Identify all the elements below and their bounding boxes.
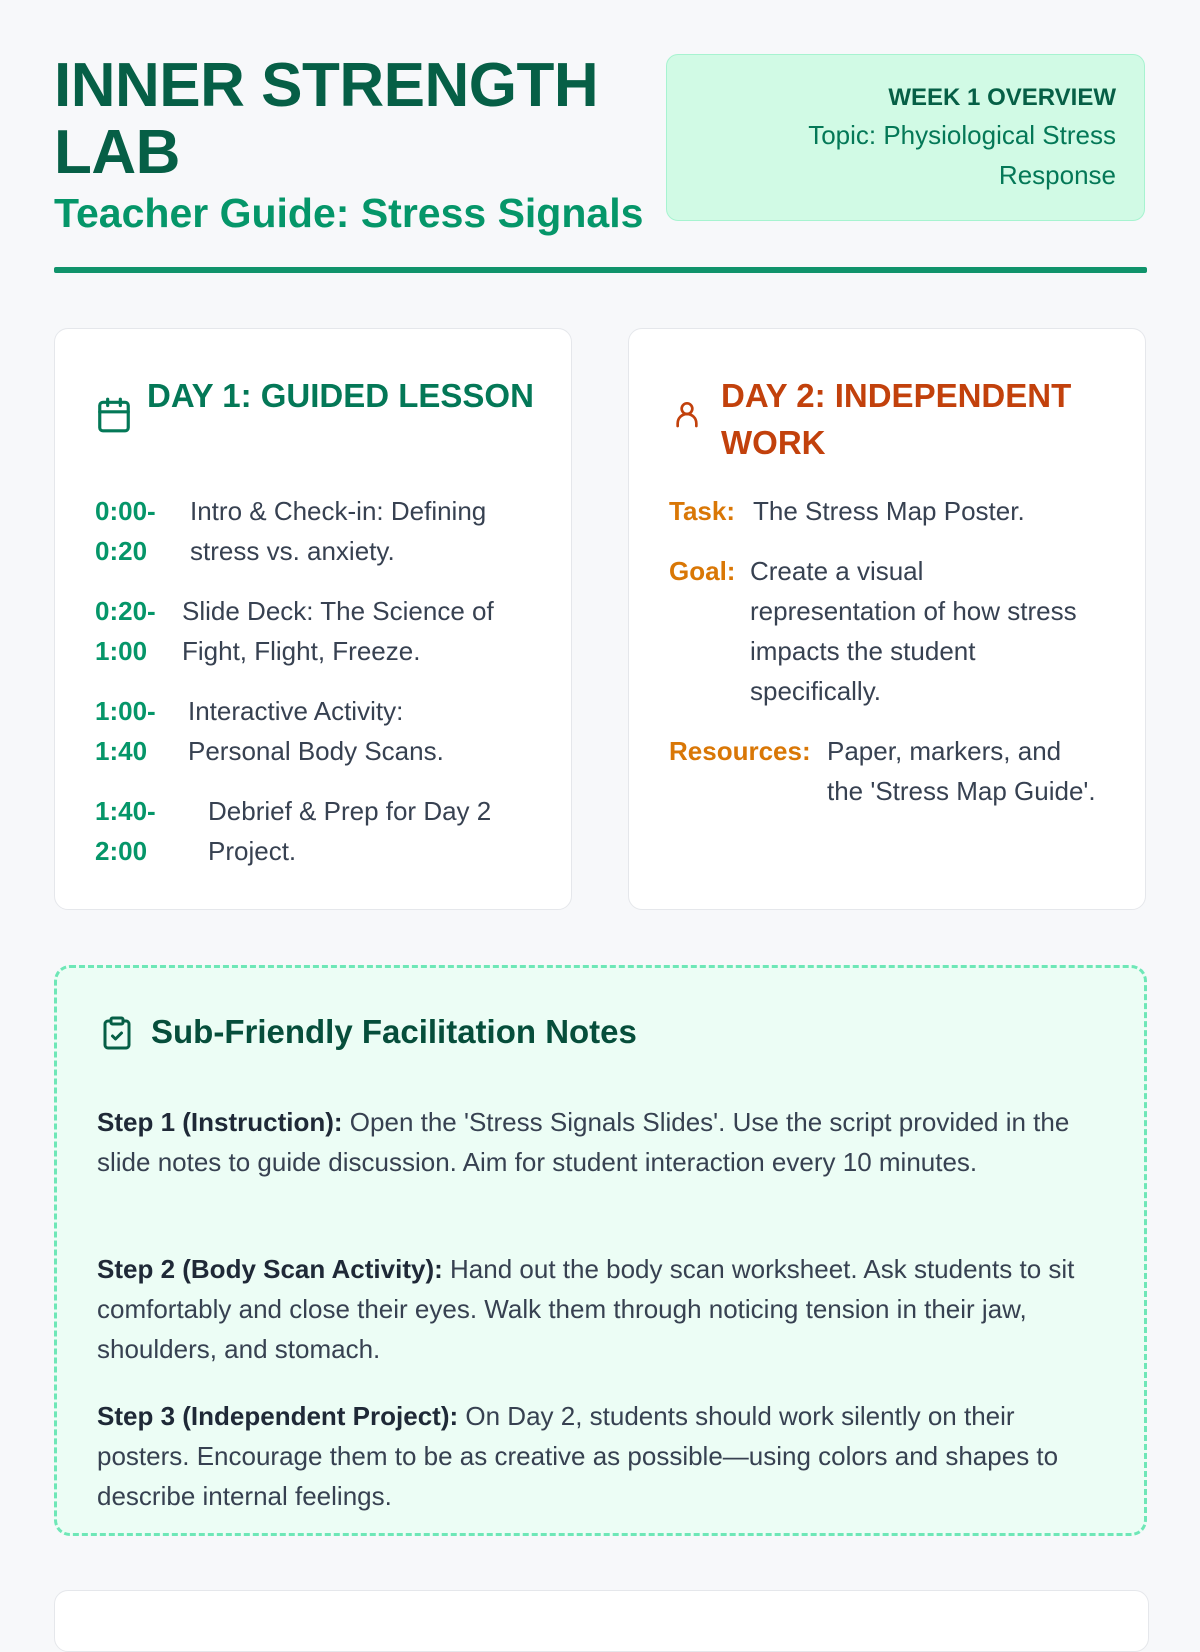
week-topic: Topic: Physiological Stress Response [808,120,1116,190]
step-1 [97,1102,1097,1182]
task-label: Task: [669,496,735,526]
schedule-text: Debrief & Prep for Day 2 Project. [208,796,492,866]
page [54,0,1147,1511]
schedule-time: 0:00-0:20 [95,496,156,566]
schedule-time: 1:00-1:40 [95,696,156,766]
goal-text: Create a visual representation of how stress impacts the student specifically. [750,556,1077,706]
header-divider [54,267,1147,273]
step-text: On Day 2, students should work silently on their posters. Encourage them to be as creative as possible—using colors and shapes to describe internal feelings. [97,1401,1059,1511]
day2-card [628,328,1146,910]
resources-label: Resources: [669,736,811,766]
schedule-text: Intro & Check-in: Defining stress vs. anxiety. [190,496,487,566]
step-3 [97,1396,1097,1516]
page-title: INNER STRENGTH LAB [54,51,599,187]
week-label: WEEK 1 OVERVIEW [888,84,1116,111]
notes-title: Sub-Friendly Facilitation Notes [151,1013,637,1050]
step-2 [97,1249,1097,1369]
resources-text: Paper, markers, and the 'Stress Map Guide'. [827,736,1096,806]
step-text: Hand out the body scan worksheet. Ask students to sit comfortably and close their eyes. Walk them through noticing tension in their jaw, shoulders, and stomach. [97,1254,1075,1364]
schedule-time: 1:40-2:00 [95,796,156,866]
calendar-icon [95,396,133,434]
next-section-card [54,1590,1149,1652]
schedule-time: 0:20-1:00 [95,596,156,666]
facilitation-notes [54,965,1147,1536]
step-label: Step 3 (Independent Project): [97,1401,459,1431]
week-overview-box [666,54,1145,221]
header [54,0,1147,280]
schedule-text: Interactive Activity: Personal Body Scans. [188,696,444,766]
goal-label: Goal: [669,556,736,586]
step-label: Step 1 (Instruction): [97,1107,343,1137]
task-text: The Stress Map Poster. [753,496,1025,526]
user-icon [671,398,703,430]
page-subtitle: Teacher Guide: Stress Signals [54,190,644,236]
schedule-text: Slide Deck: The Science of Fight, Flight, Freeze. [182,596,494,666]
clipboard-check-icon [99,1013,135,1053]
day2-title: DAY 2: INDEPENDENT WORK [721,377,1072,461]
day1-title: DAY 1: GUIDED LESSON [147,377,534,414]
step-label: Step 2 (Body Scan Activity): [97,1254,443,1284]
day1-card [54,328,572,910]
step-text: Open the 'Stress Signals Slides'. Use the script provided in the slide notes to guide discussion. Aim for student interaction every 10 minutes. [97,1107,1070,1177]
